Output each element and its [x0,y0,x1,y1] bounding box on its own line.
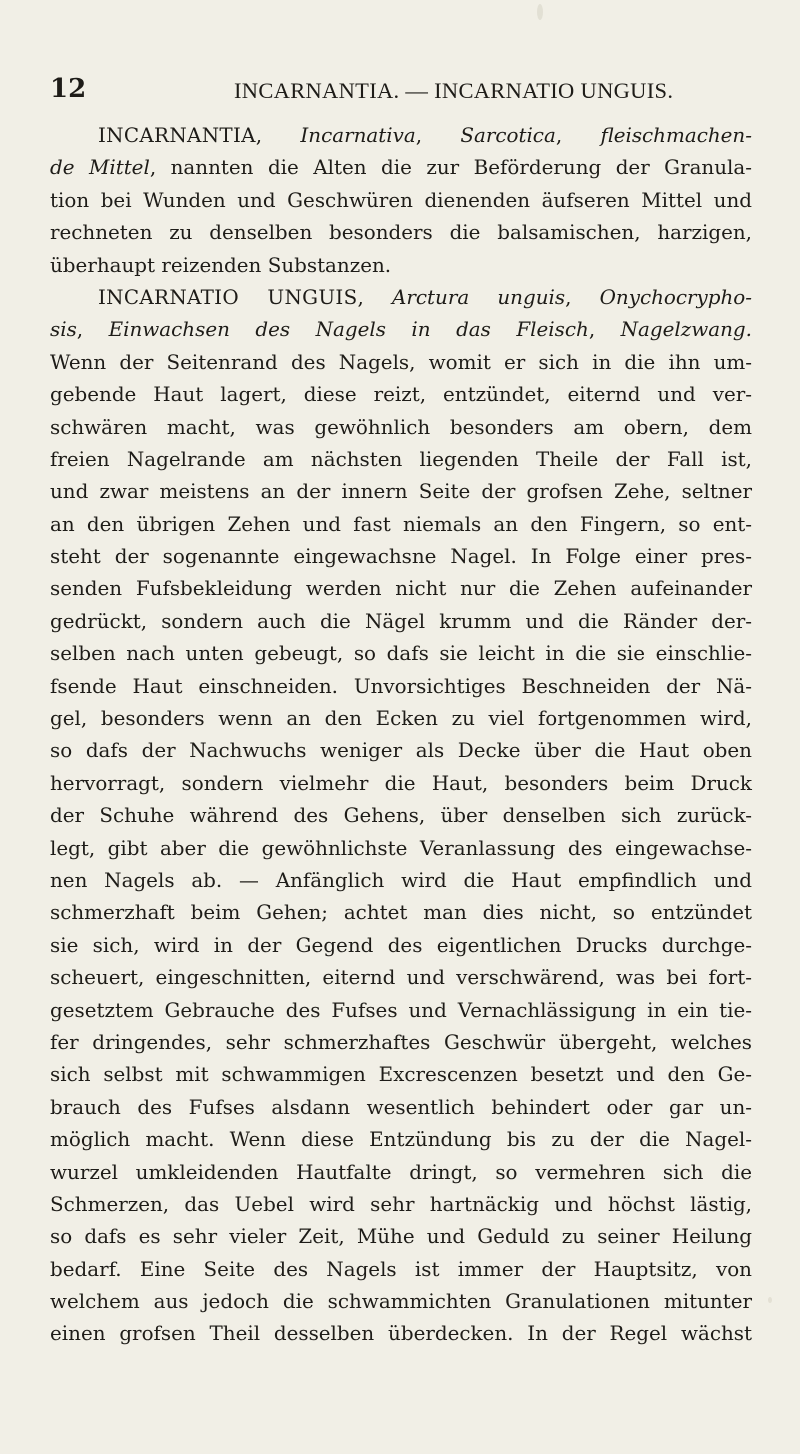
text-segment: legt, gibt aber die gewöhnlichste Veranlassung des eingewachse- [50,836,752,860]
text-line [50,703,752,735]
text-line [50,152,752,184]
text-line [50,541,752,573]
text-line [50,1254,752,1286]
text-line [50,1189,752,1221]
text-line [50,962,752,994]
text-segment: Wenn der Seitenrand des Nagels, womit er sich in die ihn um- [50,350,752,374]
text-line [50,379,752,411]
text-segment: der Schuhe während des Gehens, über denselben sich zurück- [50,804,752,828]
text-line [50,671,752,703]
text-segment: steht der sogenannte eingewachsne Nagel. In Folge einer pres- [50,545,752,569]
text-line [50,606,752,638]
text-segment: , [415,124,461,147]
synonym-text: Arctura unguis [392,285,566,309]
entry-term: INCARNANTIA [98,124,256,147]
text-line [50,476,752,508]
text-line [50,573,752,605]
running-head: INCARNANTIA. — INCARNATIO UNGUIS. [234,78,674,103]
page-number: 12 [50,74,87,104]
text-segment: einen grofsen Theil desselben überdecken. In der Regel wächst [50,1322,752,1346]
synonym-text: Sarcotica [460,124,556,147]
text-segment: welchem aus jedoch die schwammichten Granulationen mitunter [50,1290,752,1314]
synonym-text: de Mittel [50,156,150,180]
text-segment: gesetztem Gebrauche des Fufses und Vernachlässigung in ein tie- [50,998,752,1022]
synonym-text: fleischmachen- [600,124,752,147]
text-line [50,735,752,767]
text-segment: gel, besonders wenn an den Ecken zu viel fortgenommen wird, [50,707,752,731]
text-segment: schwären macht, was gewöhnlich besonders am obern, dem [50,415,752,439]
text-segment: nen Nagels ab. — Anfänglich wird die Haut empfindlich und [50,868,752,892]
text-line [50,314,752,346]
text-segment: rechneten zu denselben besonders die balsamischen, harzigen, [50,221,752,245]
text-segment: hervorragt, sondern vielmehr die Haut, besonders beim Druck [50,771,752,795]
synonym-text: Nagelzwang. [620,318,752,342]
text-line [50,1157,752,1189]
text-line [50,282,752,314]
text-segment: und zwar meistens an der innern Seite der grofsen Zehe, seltner [50,480,752,504]
text-line [50,1286,752,1318]
text-line [50,1027,752,1059]
text-segment: sie sich, wird in der Gegend des eigentlichen Drucks durchge- [50,933,752,957]
text-line [50,509,752,541]
text-line [50,638,752,670]
text-segment: scheuert, eingeschnitten, eiternd und verschwärend, was bei fort- [50,966,752,990]
text-line [50,833,752,865]
text-segment: , [76,318,109,342]
text-segment: so dafs es sehr vieler Zeit, Mühe und Geduld zu seiner Heilung [50,1225,752,1249]
text-segment: überhaupt reizenden Substanzen. [50,253,392,277]
text-line [50,1124,752,1156]
text-line [50,1059,752,1091]
text-segment: tion bei Wunden und Geschwüren dienenden äufseren Mittel und [50,188,752,212]
text-segment: sich selbst mit schwammigen Excrescenzen besetzt und den Ge- [50,1063,752,1087]
text-segment: , [565,285,600,309]
synonym-text: Incarnativa [300,124,416,147]
text-segment: Schmerzen, das Uebel wird sehr hartnäckig und höchst lästig, [50,1192,752,1216]
text-line [50,995,752,1027]
synonym-text: Einwachsen des Nagels in das Fleisch [108,318,589,342]
text-line [50,1318,752,1350]
text-segment: fsende Haut einschneiden. Unvorsichtiges Beschneiden der Nä- [50,674,752,698]
text-segment: an den übrigen Zehen und fast niemals an den Fingern, so ent- [50,512,752,536]
entry-term: INCARNATIO UNGUIS [98,285,358,309]
text-line [50,1092,752,1124]
text-segment: freien Nagelrande am nächsten liegenden Theile der Fall ist, [50,447,752,471]
text-segment: , [357,285,392,309]
text-segment: fer dringendes, sehr schmerzhaftes Geschwür übergeht, welches [50,1030,752,1054]
text-line [50,217,752,249]
text-line [50,444,752,476]
text-line [50,930,752,962]
text-segment: selben nach unten gebeugt, so dafs sie leicht in die sie einschlie- [50,642,752,666]
text-line [50,347,752,379]
body-text [50,120,752,1351]
text-segment: senden Fufsbekleidung werden nicht nur die Zehen aufeinander [50,577,752,601]
text-line [50,250,752,282]
text-segment: bedarf. Eine Seite des Nagels ist immer der Hauptsitz, von [50,1257,752,1281]
text-line [50,897,752,929]
text-line [50,185,752,217]
page-header [50,74,750,114]
text-segment: , [588,318,621,342]
text-segment: gedrückt, sondern auch die Nägel krumm und die Ränder der- [50,609,752,633]
text-line [50,412,752,444]
text-segment: wurzel umkleidenden Hautfalte dringt, so vermehren sich die [50,1160,752,1184]
text-line [50,800,752,832]
text-segment: , [555,124,601,147]
text-segment: brauch des Fufses alsdann wesentlich behindert oder gar un- [50,1095,752,1119]
synonym-text: sis [50,318,77,342]
text-segment: , [255,124,301,147]
text-segment: möglich macht. Wenn diese Entzündung bis zu der die Nagel- [50,1128,752,1152]
text-line [50,1221,752,1253]
text-segment: gebende Haut lagert, diese reizt, entzündet, eiternd und ver- [50,383,752,407]
text-line [50,120,752,152]
text-segment: so dafs der Nachwuchs weniger als Decke über die Haut oben [50,739,752,763]
text-segment: schmerzhaft beim Gehen; achtet man dies nicht, so entzündet [50,901,752,925]
text-segment: , nannten die Alten die zur Beförderung der Granula- [149,156,752,180]
synonym-text: Onychocrypho- [599,285,752,309]
text-line [50,865,752,897]
text-line [50,768,752,800]
